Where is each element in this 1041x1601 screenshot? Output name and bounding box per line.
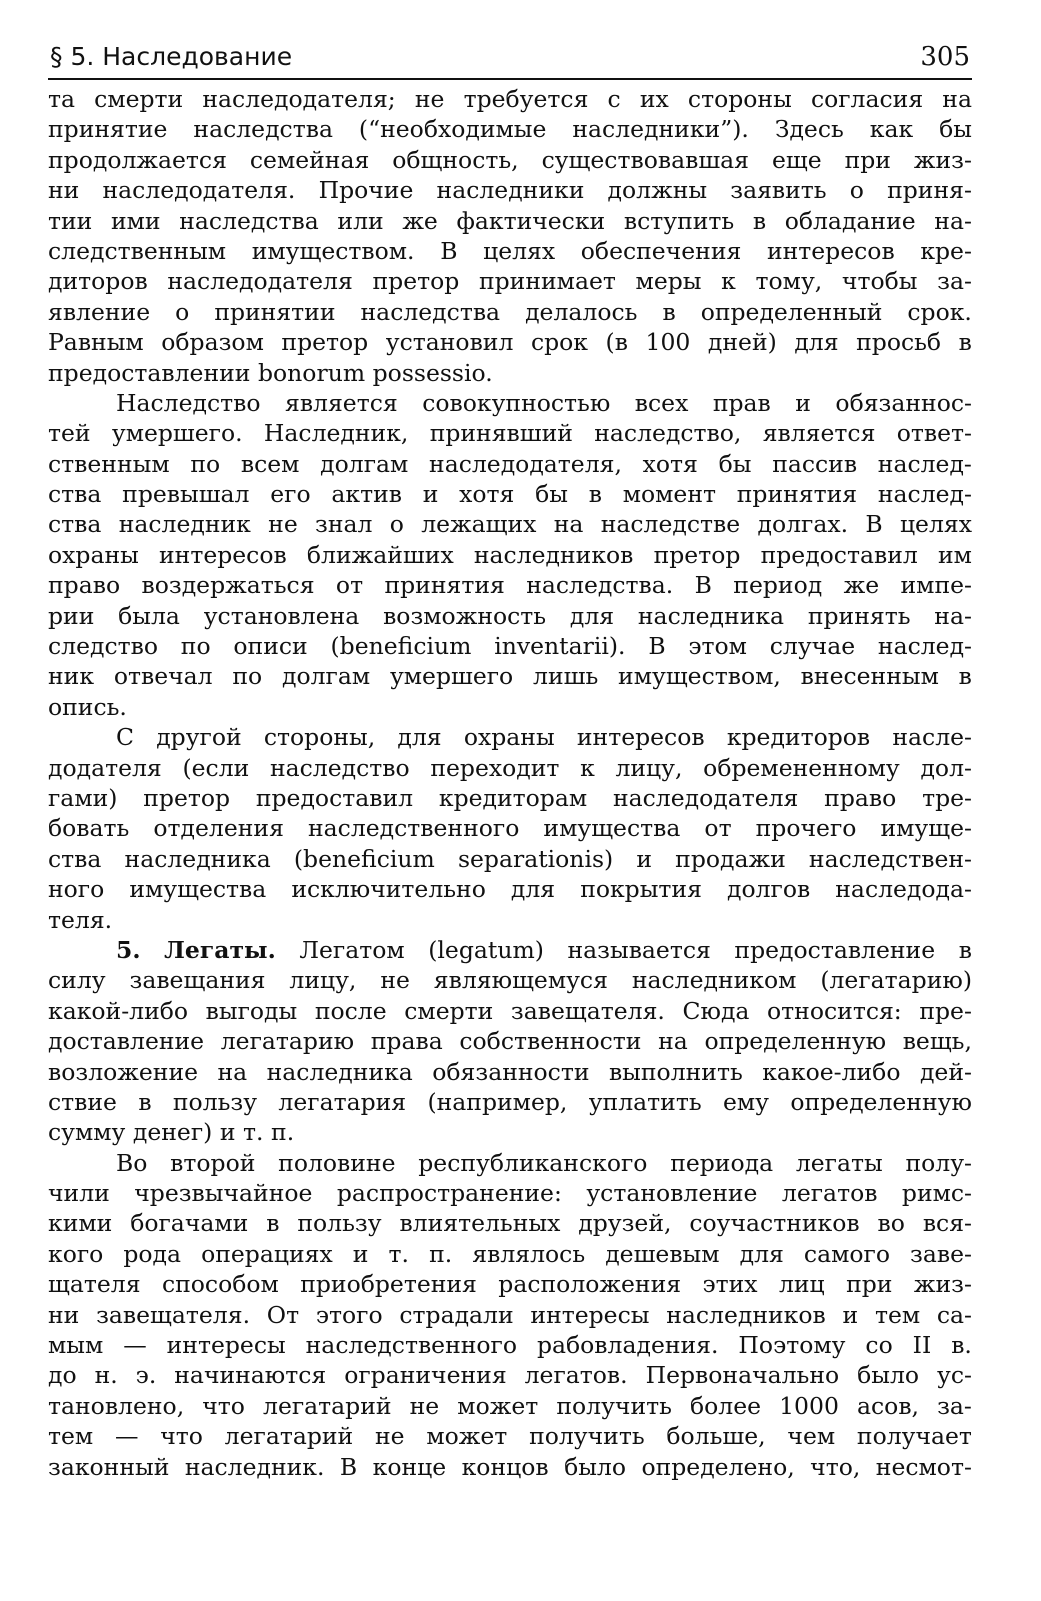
text-line: тем — что легатарий не может получить больше, чем получает bbox=[48, 1422, 972, 1451]
text-line: охраны интересов ближайших наследников претор предоставил им bbox=[48, 540, 972, 569]
text-line: ни наследодателя. Прочие наследники должны заявить о приня- bbox=[48, 176, 972, 205]
text-line: мым — интересы наследственного рабовладения. Поэтому со II в. bbox=[48, 1331, 972, 1360]
text-line: ства наследник не знал о лежащих на наследстве долгах. В целях bbox=[48, 510, 972, 539]
text-line: тей умершего. Наследник, принявший наследство, является ответ- bbox=[48, 419, 972, 448]
text-line: ства наследника (beneficium separationis) и продажи наследствен- bbox=[48, 844, 972, 873]
text-line: следство по описи (beneficium inventarii). В этом случае наслед- bbox=[48, 632, 972, 661]
text-line: кого рода операциях и т. п. являлось дешевым для самого заве- bbox=[48, 1239, 972, 1268]
running-header bbox=[48, 40, 972, 80]
text-line: диторов наследодателя претор принимает меры к тому, чтобы за- bbox=[48, 267, 972, 296]
text-line: опись. bbox=[48, 692, 127, 721]
text-line: чили чрезвычайное распространение: установление легатов римс- bbox=[48, 1179, 972, 1208]
body-text bbox=[48, 84, 972, 1482]
text-line: предоставлении bonorum possessio. bbox=[48, 358, 493, 387]
text-line: 5. Легаты. Легатом (legatum) называется предоставление в bbox=[116, 935, 972, 964]
text-line: до н. э. начинаются ограничения легатов. Первоначально было ус- bbox=[48, 1361, 972, 1390]
paragraph bbox=[48, 84, 972, 388]
page-number: 305 bbox=[920, 42, 970, 72]
text-line: право воздержаться от принятия наследства. В период же импе- bbox=[48, 571, 972, 600]
text-line: возложение на наследника обязанности выполнить какое-либо дей- bbox=[48, 1057, 972, 1086]
text-line: ного имущества исключительно для покрытия долгов наследода- bbox=[48, 875, 972, 904]
text-line: продолжается семейная общность, существовавшая еще при жиз- bbox=[48, 145, 972, 174]
text-line: щателя способом приобретения расположения этих лиц при жиз- bbox=[48, 1270, 972, 1299]
text-line: кими богачами в пользу влиятельных друзей, соучастников во вся- bbox=[48, 1209, 972, 1238]
text-line: законный наследник. В конце концов было определено, что, несмот- bbox=[48, 1452, 972, 1481]
paragraph bbox=[48, 935, 972, 1148]
text-line: тии ими наследства или же фактически вступить в обладание на- bbox=[48, 206, 972, 235]
text-line: С другой стороны, для охраны интересов кредиторов насле- bbox=[116, 723, 972, 752]
text-line: ственным по всем долгам наследодателя, хотя бы пассив наслед- bbox=[48, 449, 972, 478]
text-line: доставление легатарию права собственности на определенную вещь, bbox=[48, 1027, 972, 1056]
text-line: ник отвечал по долгам умершего лишь имуществом, внесенным в bbox=[48, 662, 972, 691]
text-line: принятие наследства (“необходимые наследники”). Здесь как бы bbox=[48, 115, 972, 144]
text-line: ствие в пользу легатария (например, уплатить ему определенную bbox=[48, 1087, 972, 1116]
section-title: § 5. Наследование bbox=[50, 42, 293, 71]
text-line: ни завещателя. От этого страдали интересы наследников и тем са- bbox=[48, 1300, 972, 1329]
text-line: тановлено, что легатарий не может получить более 1000 асов, за- bbox=[48, 1391, 972, 1420]
text-line: следственным имуществом. В целях обеспечения интересов кре- bbox=[48, 236, 972, 265]
text-line: теля. bbox=[48, 905, 113, 934]
text-line: ства превышал его актив и хотя бы в момент принятия наслед- bbox=[48, 480, 972, 509]
text-line: Наследство является совокупностью всех прав и обязаннос- bbox=[116, 388, 972, 417]
text-line: Равным образом претор установил срок (в 100 дней) для просьб в bbox=[48, 328, 972, 357]
text-line: сумму денег) и т. п. bbox=[48, 1118, 295, 1147]
text-line: явление о принятии наследства делалось в определенный срок. bbox=[48, 297, 972, 326]
paragraph bbox=[48, 1148, 972, 1482]
book-page bbox=[48, 40, 972, 1482]
text-line: гами) претор предоставил кредиторам наследодателя право тре- bbox=[48, 783, 972, 812]
text-line: Во второй половине республиканского периода легаты полу- bbox=[116, 1148, 972, 1177]
paragraph bbox=[48, 722, 972, 935]
text-line: додателя (если наследство переходит к лицу, обремененному дол- bbox=[48, 753, 972, 782]
text-line: та смерти наследодателя; не требуется с их стороны согласия на bbox=[48, 85, 972, 113]
text-line: рии была установлена возможность для наследника принять на- bbox=[48, 601, 972, 630]
paragraph bbox=[48, 388, 972, 722]
text-line: бовать отделения наследственного имущества от прочего имуще- bbox=[48, 814, 972, 843]
text-line: силу завещания лицу, не являющемуся наследником (легатарию) bbox=[48, 966, 972, 995]
text-line: какой-либо выгоды после смерти завещателя. Сюда относится: пре- bbox=[48, 996, 972, 1025]
